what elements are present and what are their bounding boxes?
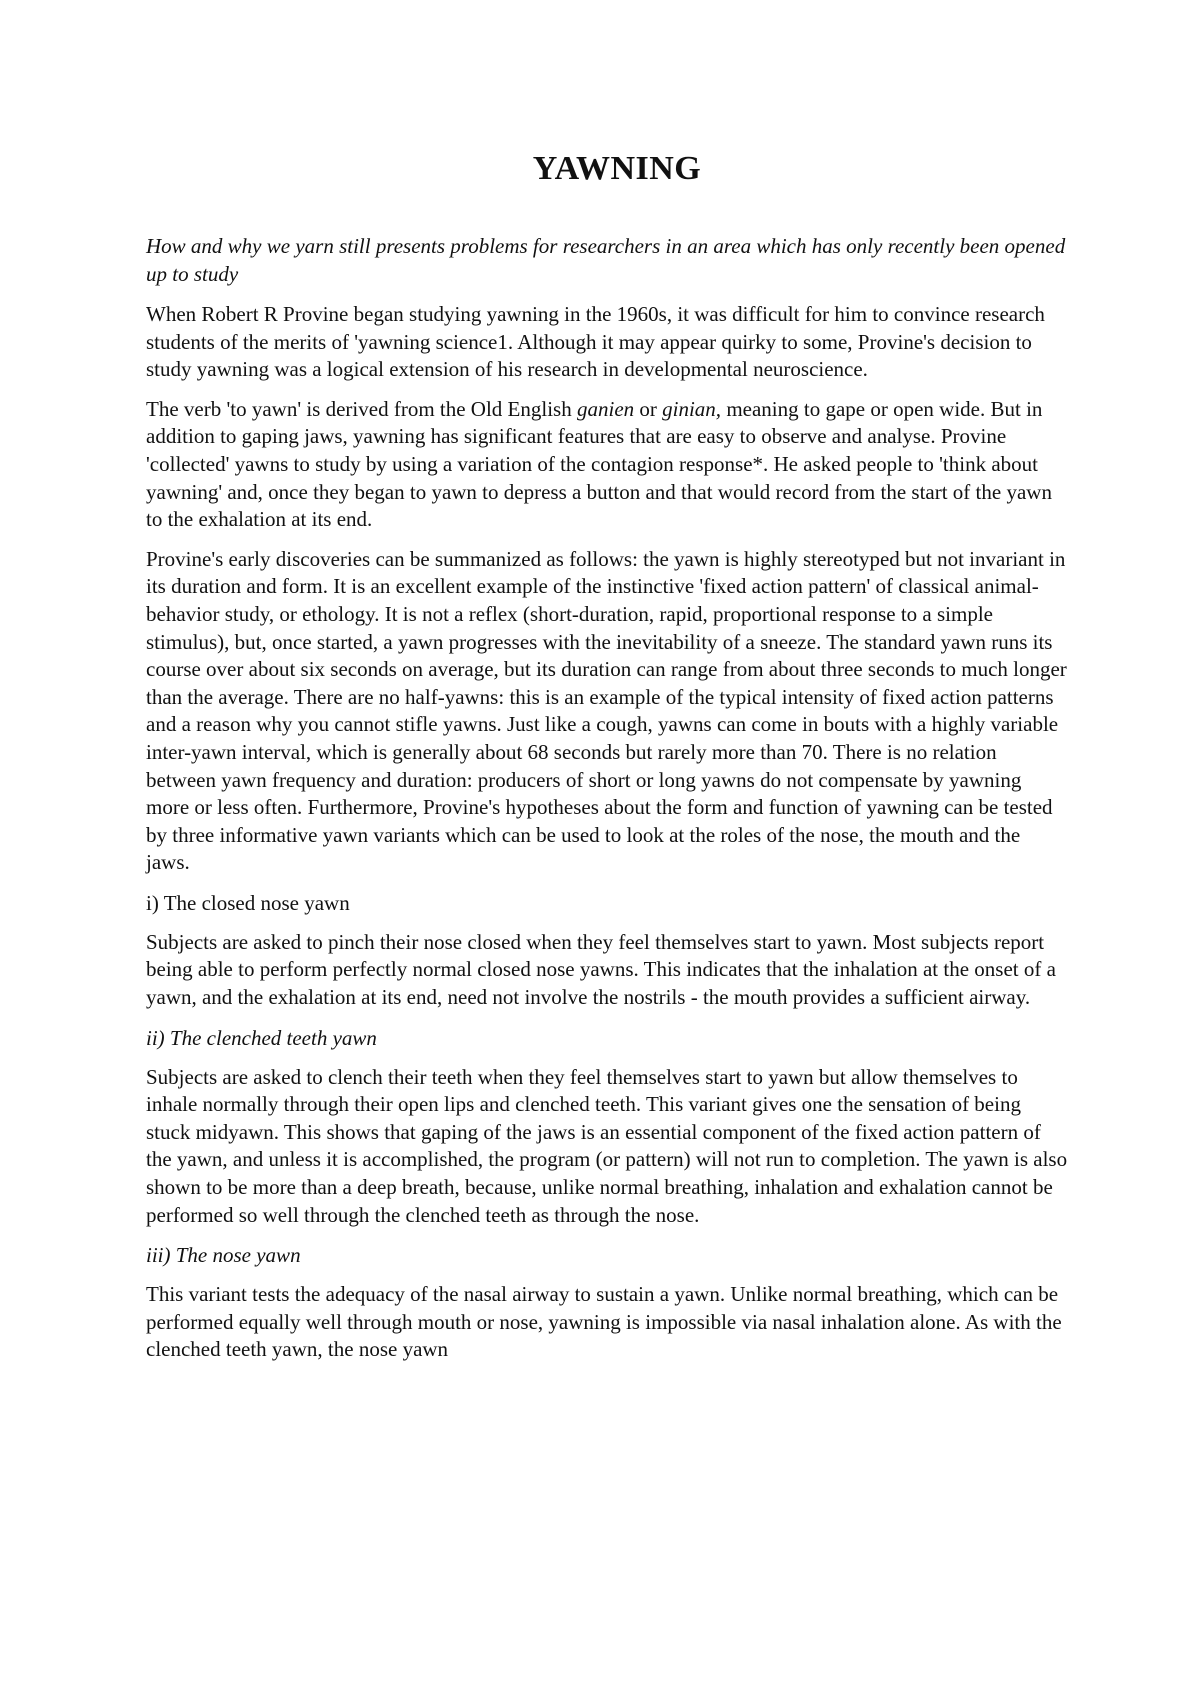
section-text-clenched-teeth: Subjects are asked to clench their teeth when they feel themselves start to yawn but allow themselves to inhale normally through their open lips and clenched teeth. This variant gives one the sensation of being stuck midyawn. This shows that gaping of the jaws is an essential component of the fixed action pattern of the yawn, and unless it is accomplished, the program (or pattern) will not run to completion. The yawn is also shown to be more than a deep breath, because, unlike normal breathing, inhalation and exhalation cannot be performed so well through the clenched teeth as through the nose. xyxy=(146,1064,1068,1227)
paragraph-etymology xyxy=(146,396,1068,534)
etymology-term-ganien: ganien xyxy=(576,396,635,421)
section-text-nose-yawn: This variant tests the adequacy of the nasal airway to sustain a yawn. Unlike normal breathing, which can be performed equally well through mouth or nose, yawning is impossible via nasal inhalation alone. As with the clenched teeth yawn, the nose yawn xyxy=(146,1282,1062,1362)
section-heading-clenched-teeth: ii) The clenched teeth yawn xyxy=(146,1025,377,1050)
section-heading-closed-nose: i) The closed nose yawn xyxy=(146,890,350,915)
etymology-text-1: The verb 'to yawn' is derived from the Old English xyxy=(146,396,577,421)
document-page xyxy=(146,150,1068,1376)
paragraph-intro: When Robert R Provine began studying yawning in the 1960s, it was difficult for him to convince research students of the merits of 'yawning science1. Although it may appear quirky to some, Provine's decision to study yawning was a logical extension of his research in developmental neuroscience. xyxy=(146,302,1045,382)
etymology-text-3: meaning to gape or open wide. But in addition to gaping jaws, yawning has significant features that are easy to observe and analyse. Provine 'collected' yawns to study by using a variation of the contagion response*. He asked people to 'think about yawning' and, once they began to yawn to depress a button and that would record from the start of the yawn to the exhalation at its end. xyxy=(146,396,1052,532)
paragraph-discoveries: Provine's early discoveries can be summanized as follows: the yawn is highly stereotyped but not invariant in its duration and form. It is an excellent example of the instinctive 'fixed action pattern' of classical animal-behavior study, or ethology. It is not a reflex (short-duration, rapid, proportional response to a simple stimulus), but, once started, a yawn progresses with the inevitability of a sneeze. The standard yawn runs its course over about six seconds on average, but its duration can range from about three seconds to much longer than the average. There are no half-yawns: this is an example of the typical intensity of fixed action patterns and a reason why you cannot stifle yawns. Just like a cough, yawns can come in bouts with a highly variable inter-yawn interval, which is generally about 68 seconds but rarely more than 70. There is no relation between yawn frequency and duration: producers of short or long yawns do not compensate by yawning more or less often. Furthermore, Provine's hypotheses about the form and function of yawning can be tested by three informative yawn variants which can be used to look at the roles of the nose, the mouth and the jaws. xyxy=(146,546,1067,875)
page-title: YAWNING xyxy=(532,150,702,187)
etymology-term-ginian: ginian, xyxy=(662,396,722,421)
section-text-closed-nose: Subjects are asked to pinch their nose closed when they feel themselves start to yawn. Most subjects report being able to perform perfectly normal closed nose yawns. This indicates that the inhalation at the onset of a yawn, and the exhalation at its end, need not involve the nostrils - the mouth provides a sufficient airway. xyxy=(146,929,1056,1010)
section-heading-nose-yawn: iii) The nose yawn xyxy=(146,1243,301,1268)
article-subtitle: How and why we yarn still presents problems for researchers in an area which has only recently been opened up to study xyxy=(146,234,1066,286)
etymology-text-2: or xyxy=(634,396,663,421)
